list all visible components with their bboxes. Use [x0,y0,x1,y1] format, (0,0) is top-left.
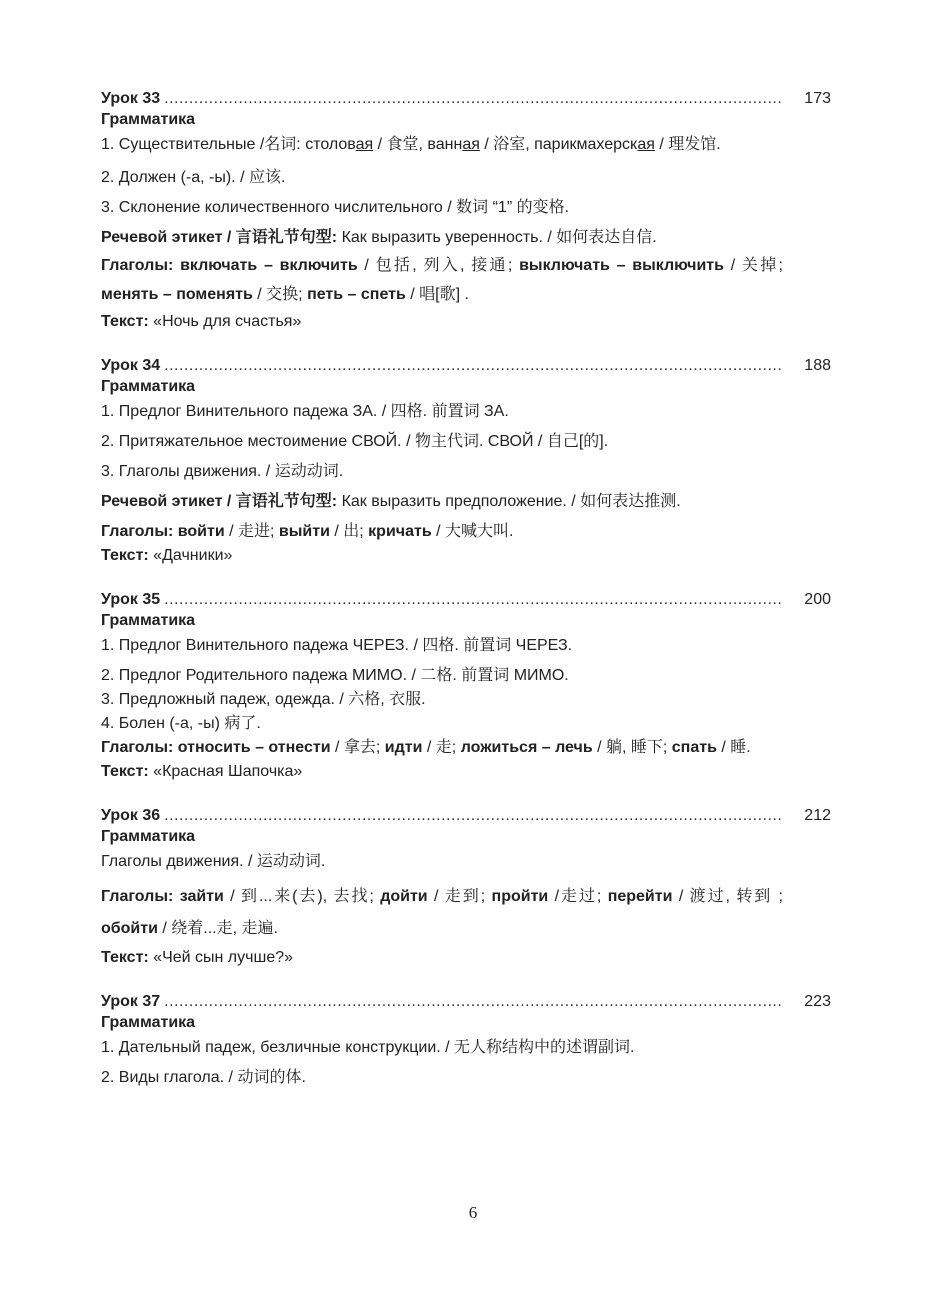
toc-entry[interactable] [101,991,831,1012]
lesson-page-number: 200 [804,591,831,608]
grammar-item: 3. Глаголы движения. / 运动动词. [101,463,344,480]
grammar-item: 2. Притяжательное местоимение СВОЙ. / 物主代词. СВОЙ / 自己[的]. [101,433,609,450]
grammar-heading: Грамматика [101,828,196,845]
grammar-item: 2. Должен (-а, -ы). / 应该. [101,169,286,186]
text-line: Текст: «Дачники» [101,547,233,564]
lesson-title: Урок 34 [101,357,161,374]
grammar-item: Глаголы движения. / 运动动词. [101,853,326,870]
grammar-heading: Грамматика [101,612,196,629]
leader-dots [164,589,781,610]
toc-entry[interactable] [101,355,831,376]
lesson-page-number: 223 [804,993,831,1010]
grammar-item: 1. Предлог Винительного падежа ЗА. / 四格. 前置词 ЗА. [101,403,509,420]
grammar-item: 2. Предлог Родительного падежа МИМО. / 二格. 前置词 МИМО. [101,667,569,684]
grammar-item: 4. Болен (-а, -ы) 病了. [101,715,261,732]
grammar-heading: Грамматика [101,1014,196,1031]
leader-dots [164,355,781,376]
leader-dots [164,88,781,109]
grammar-item: 1. Предлог Винительного падежа ЧЕРЕЗ. / 四格. 前置词 ЧЕРЕЗ. [101,637,573,654]
table-of-contents [101,88,831,1111]
text-line: Текст: «Ночь для счастья» [101,313,302,330]
verbs-line: Глаголы: включать – включить / 包括, 列入, 接通; выключать – выключить / 关掉; менять – поменять / 交换; петь – спеть / 唱[歌] . [101,257,783,303]
toc-entry[interactable] [101,589,831,610]
toc-entry[interactable] [101,88,831,109]
lesson-33 [101,88,831,333]
lesson-title: Урок 37 [101,993,161,1010]
lesson-page-number: 173 [804,90,831,107]
lesson-37 [101,991,831,1089]
speech-etiquette: Речевой этикет / 言语礼节句型: Как выразить предположение. / 如何表达推测. [101,493,681,510]
grammar-heading: Грамматика [101,111,196,128]
leader-dots [164,991,781,1012]
lesson-title: Урок 33 [101,90,161,107]
speech-etiquette: Речевой этикет / 言语礼节句型: Как выразить уверенность. / 如何表达自信. [101,229,657,246]
text-line: Текст: «Чей сын лучше?» [101,949,294,966]
lesson-36 [101,805,831,969]
page-number: 6 [468,1203,478,1222]
lesson-title: Урок 36 [101,807,161,824]
leader-dots [164,805,781,826]
lesson-page-number: 212 [804,807,831,824]
lesson-title: Урок 35 [101,591,161,608]
lesson-34 [101,355,831,567]
verbs-line: Глаголы: войти / 走进; выйти / 出; кричать / 大喊大叫. [101,523,514,540]
verbs-line: Глаголы: относить – отнести / 拿去; идти / 走; ложиться – лечь / 躺, 睡下; спать / 睡. [101,739,751,756]
grammar-item: 1. Существительные /名词: столовая / 食堂, ванная / 浴室, парикмахерская / 理发馆. [101,136,721,153]
grammar-item: 2. Виды глагола. / 动词的体. [101,1069,306,1086]
text-line: Текст: «Красная Шапочка» [101,763,303,780]
verbs-line: Глаголы: зайти / 到...来(去), 去找; дойти / 走到; пройти /走过; перейти / 渡过, 转到 ; обойти / 绕着...走, 走遍. [101,888,783,937]
grammar-item: 3. Склонение количественного числительного / 数词 “1” 的变格. [101,199,570,216]
toc-entry[interactable] [101,805,831,826]
lesson-35 [101,589,831,783]
grammar-item: 1. Дательный падеж, безличные конструкции. / 无人称结构中的述谓副词. [101,1039,635,1056]
grammar-heading: Грамматика [101,378,196,395]
grammar-item: 3. Предложный падеж, одежда. / 六格, 衣服. [101,691,426,708]
lesson-page-number: 188 [804,357,831,374]
